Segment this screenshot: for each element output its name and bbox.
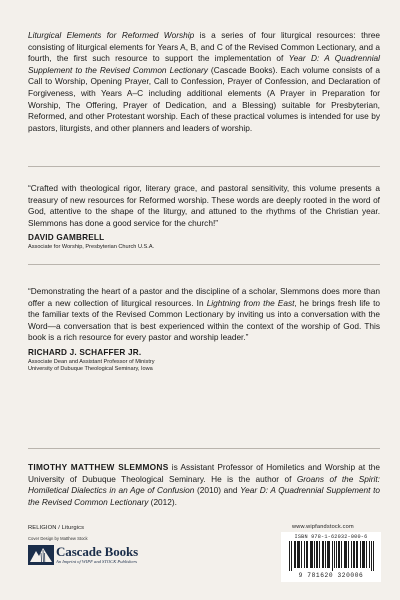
barcode-digits: 9 781620 320006 <box>298 572 364 579</box>
author-bio-text-1: is Assistant Professor of Homiletics and Worship at the University of Dubuque Theological Seminary. He is the author of <box>28 462 380 484</box>
author-bio <box>28 462 380 508</box>
barcode-bar <box>294 541 295 568</box>
barcode-bar <box>353 541 354 568</box>
year-d-title: Year D: A Quadrennial Supplement to the Revised Common Lectionary <box>28 485 380 507</box>
barcode <box>281 532 381 582</box>
barcode-bar <box>373 541 374 571</box>
endorsement-text: “Crafted with theological rigor, literary grace, and pastoral sensitivity, this volume presents a treasury of new resources for Reformed worship. These words are deeply rooted in the word of God, attentive to the shape of the liturgy, and attuned to the rhythms of the Christian year. Slemmons has done a good service for the church!” <box>28 183 380 228</box>
isbn-label: ISBN 978-1-62032-000-6 <box>294 534 368 540</box>
barcode-bar <box>306 541 307 568</box>
author-name: TIMOTHY MATTHEW SLEMMONS <box>28 462 169 472</box>
barcode-bar <box>348 541 349 568</box>
barcode-bar <box>360 541 361 568</box>
barcode-bar <box>341 541 342 568</box>
cover-design-credit: Cover Design by Matthew Stock <box>28 536 88 541</box>
barcode-bar <box>329 541 330 568</box>
barcode-bar <box>364 541 365 568</box>
barcode-bar <box>299 541 300 568</box>
barcode-bar <box>339 541 340 568</box>
waterfall-logo-icon <box>28 545 54 565</box>
publisher-logo <box>28 544 198 568</box>
barcode-bar <box>363 541 364 568</box>
barcode-bar <box>328 541 329 568</box>
publisher-name: Cascade Books <box>56 544 139 559</box>
publisher-website: www.wipfandstock.com <box>292 524 354 530</box>
barcode-bar <box>307 541 308 568</box>
divider <box>28 264 380 265</box>
author-bio-text-2: (2010) and <box>194 485 241 496</box>
barcode-bar <box>334 541 335 568</box>
divider <box>28 448 380 449</box>
groans-of-the-spirit-title: Groans of the Spirit: Homiletical Dialectics in an Age of Confusion <box>28 473 380 496</box>
series-title: Liturgical Elements for Reformed Worship <box>28 30 195 40</box>
barcode-bars <box>289 541 374 571</box>
barcode-bar <box>345 541 346 568</box>
barcode-bar <box>319 541 320 568</box>
barcode-bar <box>354 541 355 568</box>
barcode-bar <box>304 541 305 568</box>
series-description-text-2: (Cascade Books). Each volume consists of a Call to Worship, Opening Prayer, Call to Confession, Prayer of Confession, and Declaration of Forgiveness, with Years A–C including additional elements (A Prayer in Preparation for Worship, The Offering, Prayer of Dedication, and a Blessing) suitable for Presbyterian, Reformed, and other Protestant worship. Each of these practical volumes is intended for use by pastors, liturgists, and other planners and leaders of worship. <box>28 64 381 133</box>
barcode-bar <box>371 541 372 571</box>
publisher-imprint: An Imprint of WIPF and STOCK Publishers <box>56 559 138 564</box>
barcode-bar <box>311 541 312 568</box>
endorser-name: DAVID GAMBRELL <box>28 233 105 243</box>
endorsement-text-2: , he brings fresh life to the familiar texts of the Revised Common Lectionary by inviting us into a conversation with the Word—a conversation that is best experienced within the context of the worship of God. This book is a rich resource for every pastor and worship leader.” <box>28 297 381 343</box>
barcode-bar <box>336 541 337 568</box>
barcode-bar <box>312 541 313 568</box>
barcode-bar <box>369 541 370 568</box>
series-description <box>28 30 380 134</box>
barcode-bar <box>317 541 318 568</box>
barcode-bar <box>351 541 352 568</box>
endorser-name: RICHARD J. SCHAFFER JR. <box>28 347 142 357</box>
barcode-bar <box>297 541 298 568</box>
barcode-bar <box>310 541 311 568</box>
endorser-title: Associate for Worship, Presbyterian Church U.S.A. <box>28 243 155 250</box>
series-description-text-1: is a series of four liturgical resources: three consisting of liturgical elements for Years A, B, and C of the Revised Common Lectionary, and a fourth, the first such resource to support the implementation of <box>28 30 380 64</box>
barcode-bar <box>327 541 328 568</box>
barcode-bar <box>332 541 333 571</box>
barcode-bar <box>338 541 339 568</box>
barcode-bar <box>356 541 357 568</box>
barcode-bar <box>295 541 296 568</box>
barcode-bar <box>346 541 347 568</box>
lightning-from-the-east-title: Lightning from the East <box>206 297 295 308</box>
barcode-bar <box>325 541 326 568</box>
barcode-bar <box>357 541 358 568</box>
barcode-bar <box>291 541 292 571</box>
barcode-bar <box>323 541 324 568</box>
year-d-title: Year D: A Quadrennial Supplement to the Revised Common Lectionary <box>28 53 380 75</box>
barcode-bar <box>322 541 323 568</box>
barcode-bar <box>316 541 317 568</box>
divider <box>28 166 380 167</box>
barcode-bar <box>366 541 367 568</box>
barcode-bar <box>289 541 290 571</box>
endorser-title-line1: Associate Dean and Assistant Professor of Ministry <box>28 358 155 365</box>
barcode-bar <box>301 541 302 568</box>
endorsement-text-1: “Demonstrating the heart of a pastor and the discipline of a scholar, Slemmons does more than offer a new collection of liturgical resources. In <box>28 286 380 308</box>
barcode-bar <box>298 541 299 568</box>
barcode-bar <box>344 541 345 568</box>
author-bio-text-3: (2012). <box>148 496 177 507</box>
barcode-bar <box>314 541 315 568</box>
endorser-title-line2: University of Dubuque Theological Seminary, Iowa <box>28 365 153 372</box>
endorsement-schaffer <box>28 286 380 373</box>
barcode-bar <box>362 541 363 568</box>
category-label: RELIGION / Liturgics <box>28 525 85 531</box>
endorsement-gambrell <box>28 183 380 251</box>
endorsement-text <box>28 286 380 344</box>
